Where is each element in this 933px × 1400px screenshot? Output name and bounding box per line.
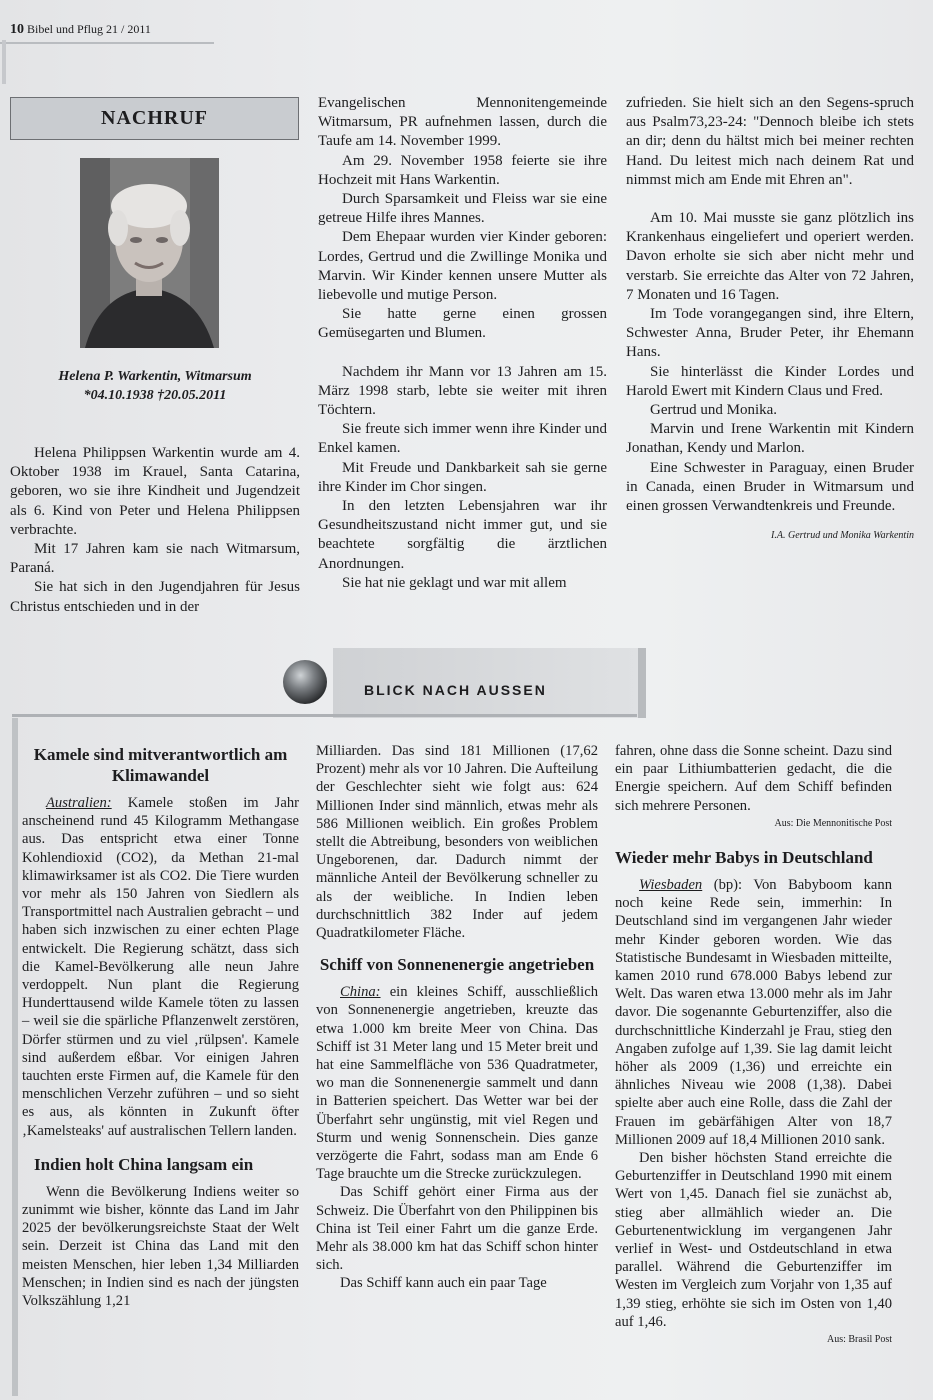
paragraph: Durch Sparsamkeit und Fleiss war sie eine getreue Hilfe ihres Mannes. <box>318 191 607 227</box>
portrait-illustration <box>80 158 219 348</box>
paragraph: Eine Schwester in Paraguay, einen Bruder in Canada, einen Bruder in Witmarsum und einen grossen Verwandtenkreis und Freunde. <box>626 459 914 515</box>
article-body: Milliarden. Das sind 181 Millionen (17,62 Prozent) mehr als vor 10 Jahren. Die Aufteilung der Geschlechter sieht wie folgt aus: 624 Millionen Inder sind männlich, etwas mehr als 586 Millionen weiblich. Ein großes Problem stellt die Abtreibung, besonders von weiblichen Ungeborenen, dar. Dadurch nimmt der männliche Anteil der Bevölkerung schneller zu als der weibliche. In Indien leben durchschnittlich 382 Inder auf jedem Quadratkilometer Fläche. <box>316 743 598 942</box>
article-dateline: Australien: <box>46 795 112 811</box>
photo-caption <box>20 367 290 405</box>
article-dateline: Wiesbaden <box>639 877 703 894</box>
article-body: Den bisher höchsten Stand erreichte die Geburtenziffer in Deutschland 1990 mit einem Wert von 1,45. Danach fiel sie zunächst ab, stieg aber allmählich wieder an. Die Geburtenentwicklung im vergangenen Jahr verlief in West- und Ostdeutschland in etwa parallel. Während die Geburtenziffer im Westen im Vergleich zum Vorjahr von 1,35 auf 1,39 stieg, erhöhte sie sich im Osten von 1,40 auf 1,46. <box>615 1150 892 1330</box>
paragraph: Dem Ehepaar wurden vier Kinder geboren: Lordes, Gertrud und die Zwillinge Monika und Marvin. Wir Kinder kennen unsere Mutter als liebevolle und mutige Person. <box>318 229 607 304</box>
header-rule <box>2 40 6 84</box>
paragraph: zufrieden. Sie hielt sich an den Segens-spruch aus Psalm73,23-24: "Dennoch bleibe ich stets an dir; denn du hältst mich bei meiner rechten Hand. Du leitest mich nach deinem Rat und nimmst mich am Ende mit Ehren an". <box>626 95 914 188</box>
obituary-heading-text: NACHRUF <box>101 107 208 129</box>
paragraph: Helena Philippsen Warkentin wurde am 4. Oktober 1938 im Krauel, Santa Catarina, geboren, wo sie ihre Kindheit und Jugendzeit als 6. Kind von Peter und Helena Philippsen verbrachte. <box>10 445 300 538</box>
news-column-1 <box>22 744 299 1310</box>
article-body: fahren, ohne dass die Sonne scheint. Dazu sind ein paar Lithiumbatterien gedacht, die die Energie speichern. Auf dem Schiff befinden sich mehrere Personen. <box>615 743 892 814</box>
article-source: Aus: Die Mennonitische Post <box>774 817 892 829</box>
section-rule <box>12 714 637 717</box>
section-title <box>364 682 547 698</box>
paragraph: Nachdem ihr Mann vor 13 Jahren am 15. März 1998 starb, lebte sie weiter mit ihren Töchtern. <box>318 363 607 419</box>
section-frame <box>12 718 18 1396</box>
article-body: (bp): Von Babyboom kann noch keine Rede sein, immerhin: In Deutschland sind im vergangenen Jahr wieder mehr Kinder geboren worden. Wie das Statistische Bundesamt in Wiesbaden mitteilte, kamen 2010 rund 678.000 Babys lebend zur Welt. Das waren etwa 13.000 mehr als im Jahr davor. Die sogenannte Geburtenziffer, also die durchschnittliche Kinderzahl je Frau, stieg den Angaben zufolge auf 1,39. Sie lag damit leicht höher als 2009 (1,36) und erreichte ein ähnliches Niveau wie 2008 (1,38). Dabei spielte aber auch eine Rolle, dass die Zahl der Frauen im gebärfähigen Alter von 18,7 Millionen 2009 auf 18,4 Millionen 2010 sank. <box>615 877 892 1148</box>
paragraph: Sie hinterlässt die Kinder Lordes und Harold Ewert mit Kindern Claus und Fred. <box>626 363 914 399</box>
paragraph: Mit Freude und Dankbarkeit sah sie gerne ihre Kinder im Chor singen. <box>318 459 607 495</box>
news-column-3 <box>615 742 892 1349</box>
obituary-column-2 <box>318 94 607 593</box>
obituary-heading <box>10 97 299 140</box>
obituary-column-3 <box>626 94 914 545</box>
article-dateline: China: <box>340 984 381 1001</box>
paragraph: Sie hat nie geklagt und war mit allem <box>342 574 567 591</box>
paragraph: Am 29. November 1958 feierte sie ihre Hochzeit mit Hans Warkentin. <box>318 152 607 188</box>
portrait-photo <box>80 158 219 348</box>
paragraph: In den letzten Lebensjahren war ihr Gesundheitszustand nicht immer gut, und sie beachtete sorgfältig die ärztlichen Anordnungen. <box>318 498 607 572</box>
paragraph: Im Tode vorangegangen sind, ihre Eltern, Schwester Anna, Bruder Peter, ihr Ehemann Hans. <box>626 306 914 361</box>
obituary-column-1 <box>10 444 300 617</box>
article-title: Kamele sind mitverantwortlich am Klimawandel <box>33 745 288 785</box>
paragraph: Mit 17 Jahren kam sie nach Witmarsum, Paraná. <box>10 541 300 577</box>
globe-icon <box>283 660 327 704</box>
caption-name: Helena P. Warkentin, Witmarsum <box>58 369 252 384</box>
paragraph: Sie hat sich in den Jugendjahren für Jesus Christus entschieden und in der <box>10 579 300 615</box>
page-number: 10 <box>10 22 24 37</box>
article-title: Indien holt China langsam ein <box>34 1154 254 1174</box>
article-body: Wenn die Bevölkerung Indiens weiter so zunimmt wie bisher, könnte das Land im Jahr 2025 der bevölkerungsreichste Staat der Welt sein. Derzeit ist China das Land mit den meisten Menschen, hier leben 1,34 Milliarden Menschen; in Indien sind es nach der jüngsten Volkszählung 1,21 <box>22 1183 299 1310</box>
paragraph: Evangelischen Mennonitengemeinde Witmarsum, PR aufnehmen lassen, durch die Taufe am 14. November 1999. <box>318 95 607 150</box>
caption-dates: *04.10.1938 †20.05.2011 <box>83 388 227 403</box>
article-body: Das Schiff kann auch ein paar Tage <box>340 1275 547 1292</box>
paragraph: Sie hatte gerne einen grossen Gemüsegarten und Blumen. <box>318 306 607 342</box>
article-body: Das Schiff gehört einer Firma aus der Schweiz. Die Überfahrt von den Philippinen bis China ist Teil einer Fahrt um die ganze Erde. Mehr als 38.000 km hat das Schiff schon hinter sich. <box>316 1184 598 1274</box>
article-body: Kamele stoßen im Jahr anscheinend rund 45 Kilogramm Methangase aus. Das entspricht etwa einer Tonne Kohlendioxid (CO2), da Methan 21-mal klimawirksamer ist als CO2. Die Tiere wurden vor mehr als 150 Jahren von Siedlern als Transportmittel nach Australien gebracht – und haben sich inzwischen zu einer echten Plage entwickelt. Die Regierung schätzt, dass sich die Kamel-Bevölkerung alle neun Jahre verdoppelt. Nun plant die Regierung Hunderttausend wilde Kamele töten zu lassen – weil sie die spärliche Pflanzenwelt zerstören, Dörfer stürmen und zu viel ‚rülpsen'. Kamele sind außerdem eßbar. Vor einigen Jahren tauchten erste Firmen auf, die Kamele für den menschlichen Verzehr zuführen – und so sieht es aus, als könnten in Zukunft öfter ‚Kamelsteaks' auf australischen Tellern landen. <box>22 795 299 1139</box>
publication-name: Bibel und Pflug 21 / 2011 <box>27 22 151 36</box>
paragraph: Marvin und Irene Warkentin mit Kindern Jonathan, Kendy und Marlon. <box>626 421 914 457</box>
article-title: Wieder mehr Babys in Deutschland <box>615 848 873 868</box>
article-source: Aus: Brasil Post <box>826 1334 892 1346</box>
section-title-text: BLICK NACH AUSSEN <box>364 682 547 698</box>
obituary-signature: I.A. Gertrud und Monika Warkentin <box>771 530 914 542</box>
paragraph: Gertrud und Monika. <box>650 402 778 419</box>
paragraph: Sie freute sich immer wenn ihre Kinder und Enkel kamen. <box>318 421 607 457</box>
article-body: ein kleines Schiff, ausschließlich von Sonnenenergie angetrieben, kreuzte das etwa 1.000 km breite Meer von China. Das Schiff ist 31 Meter lang und 15 Meter breit und hat eine Sammelfläche von 536 Quadratmeter, wo man die Sonnenenergie sammelt und dann in Batterien speichert. Das Wetter war bei der Überfahrt sehr ungünstig, mit viel Regen und Sturm und wenig Sonnenschein. Dies ganze verzögerte die Fahrt, sodass man am Ende 6 Tage brauchte um die Strecke zurückzulegen. <box>316 984 598 1183</box>
paragraph: Am 10. Mai musste sie ganz plötzlich ins Krankenhaus eingeliefert und operiert werden. Davon erholte sie sich aber nicht mehr und verstarb. Sie erreichte das Alter von 72 Jahren, 7 Monaten und 16 Tagen. <box>626 210 914 303</box>
page-header <box>10 22 151 38</box>
article-title: Schiff von Sonnenenergie angetrieben <box>319 955 595 975</box>
news-column-2 <box>316 742 598 1293</box>
